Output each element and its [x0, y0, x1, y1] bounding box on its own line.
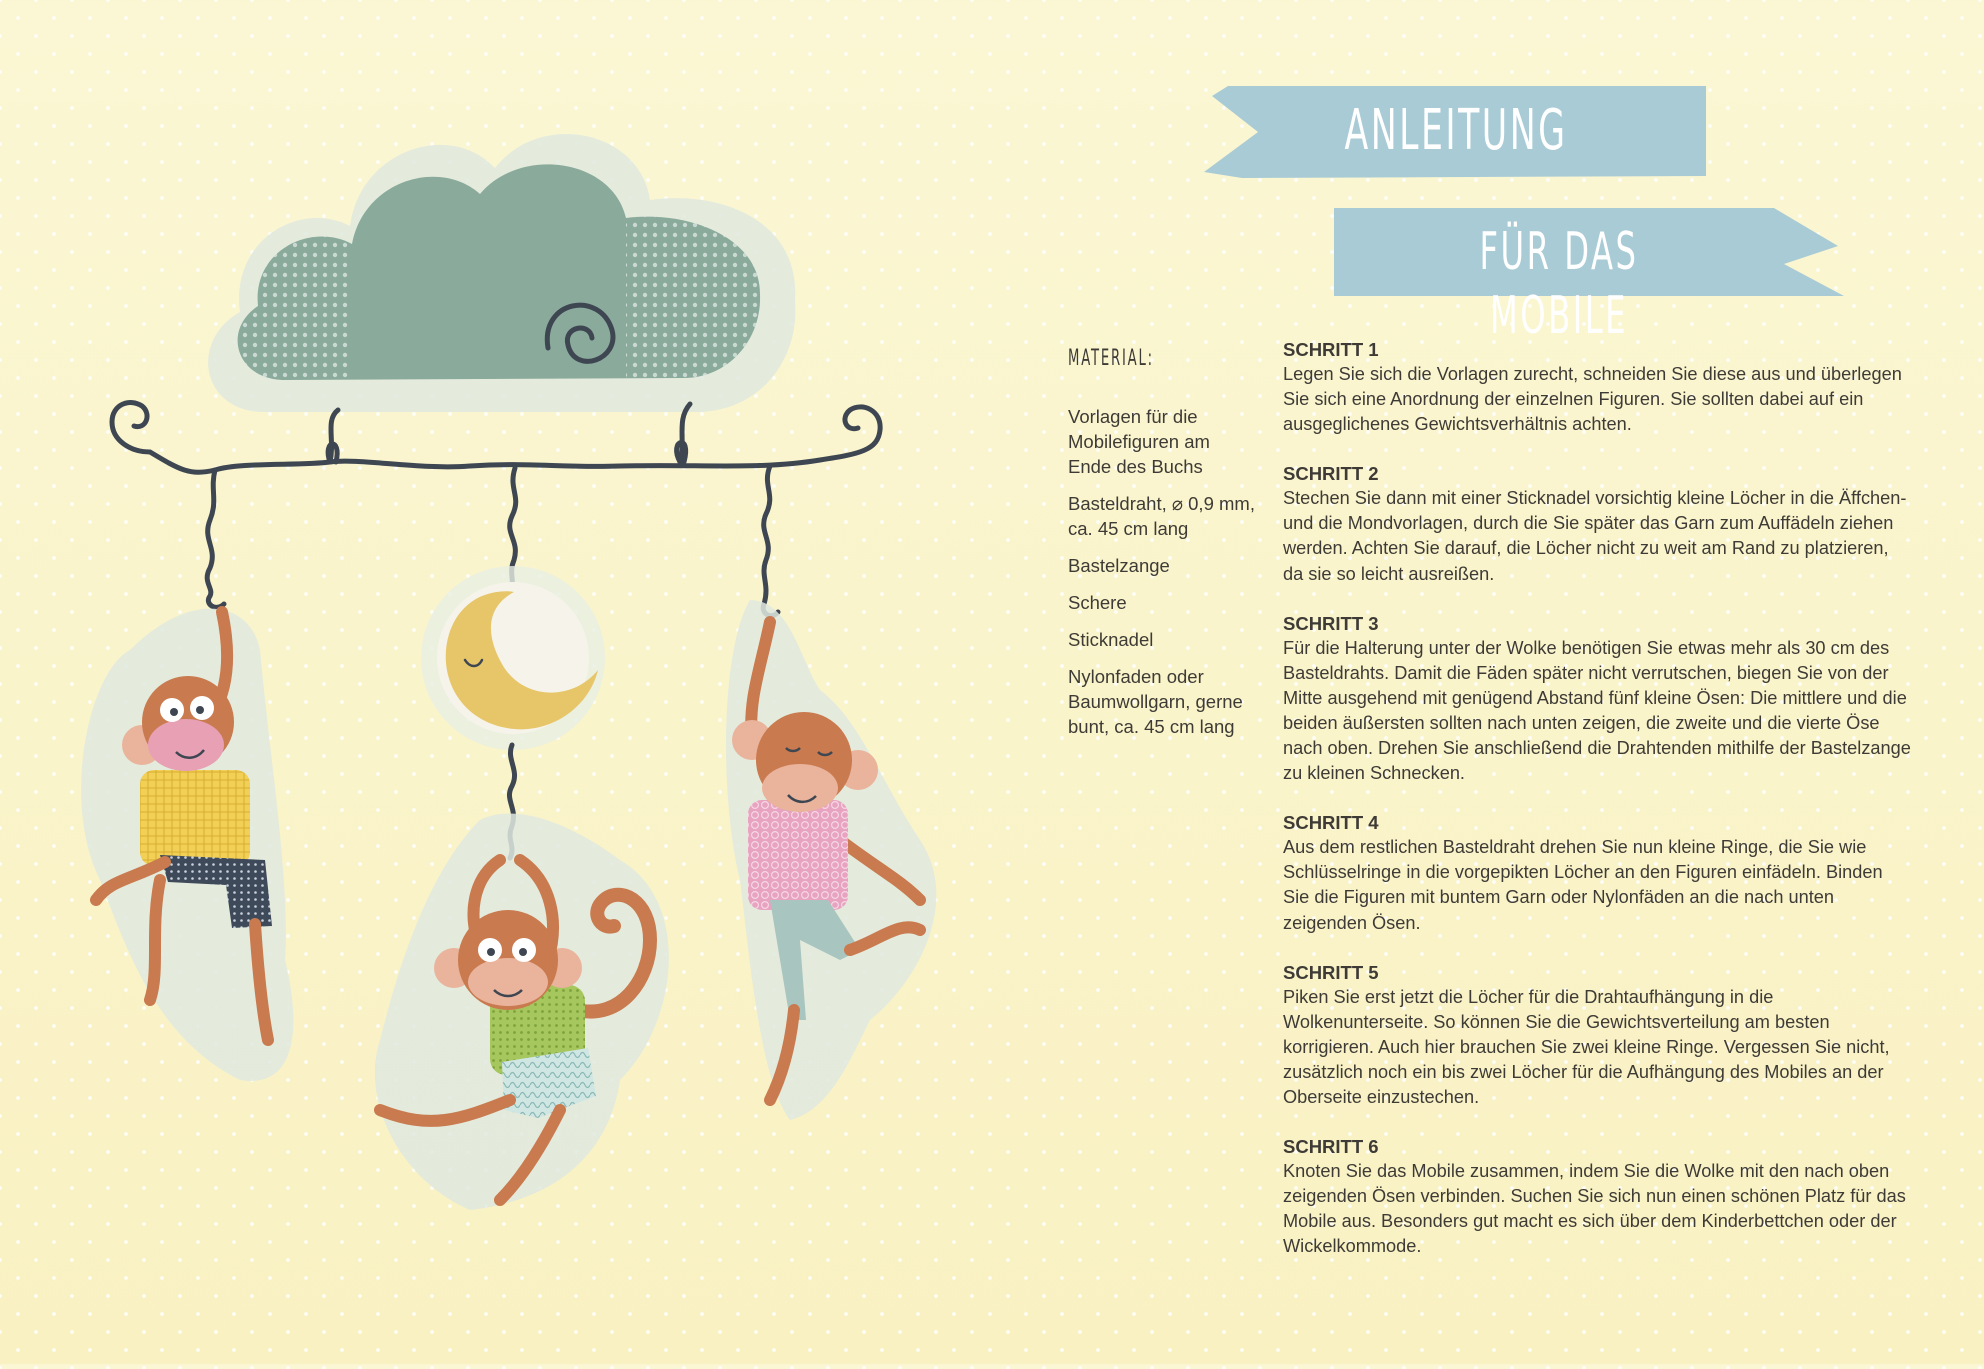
step-text: Knoten Sie das Mobile zusammen, indem Sie die Wolke mit den nach oben zeigenden Ösen verbinden. Suchen Sie sich nun einen schönen Platz für das Mobile aus. Besonders gut macht es sich über dem Kinderbettchen oder der Wickelkommode. — [1283, 1161, 1906, 1257]
step-text: Aus dem restlichen Basteldraht drehen Sie nun kleine Ringe, die Sie wie Schlüsselringe in die vorgepikten Löcher an den Figuren einfädeln. Binden Sie die Figuren mit buntem Garn oder Nylonfäden an die nach unten zeigenden Ösen. — [1283, 837, 1883, 933]
monkey-pink-shirt — [726, 600, 936, 1120]
step-text: Für die Halterung unter der Wolke benötigen Sie etwas mehr als 30 cm des Basteldrahts. Damit die Fäden später nicht verrutschen, biegen Sie von der Mitte ausgehend mit genügend Abstand fünf kleine Ösen: Die mittlere und die beiden äußersten sollten nach unten zeigen, die zweite und die vierte Öse nach oben. Drehen Sie anschließend die Drahtenden mithilfe der Bastelzange zu kleinen Schnecken. — [1283, 637, 1911, 784]
step-text: Piken Sie erst jetzt die Löcher für die Drahtaufhängung in die Wolkenunterseite. So können Sie die Gewichtsverteilung am besten korrigieren. Auch hier brauchen Sie zwei kleine Ringe. Vergessen Sie nicht, zusätzlich noch ein bis zwei Löcher für die Aufhängung des Mobiles an der Oberseite einzustechen. — [1283, 986, 1890, 1107]
step-4 — [1283, 810, 1913, 935]
material-item: Nylonfaden oder Baumwollgarn, gerne bunt, ca. 45 cm lang — [1068, 666, 1243, 737]
step-title: SCHRITT 4 — [1283, 812, 1379, 834]
material-item: Schere — [1068, 592, 1127, 613]
material-heading: MATERIAL: — [1068, 346, 1154, 371]
step-1 — [1283, 337, 1913, 437]
material-item: Sticknadel — [1068, 629, 1154, 650]
step-title: SCHRITT 3 — [1283, 612, 1379, 634]
material-item: Basteldraht, ⌀ 0,9 mm, ca. 45 cm lang — [1068, 493, 1255, 539]
monkey-yellow-shirt — [81, 609, 293, 1081]
step-title: SCHRITT 6 — [1283, 1136, 1379, 1158]
step-text: Legen Sie sich die Vorlagen zurecht, schneiden Sie diese aus und überlegen Sie sich eine Anordnung der einzelnen Figuren. Sie sollten dabei auf ein ausgeglichenes Gewichtsverhältnis achten. — [1283, 364, 1902, 435]
step-5 — [1283, 960, 1913, 1110]
step-2 — [1283, 461, 1913, 586]
instruction-steps — [1283, 337, 1913, 1283]
step-text: Stechen Sie dann mit einer Sticknadel vorsichtig kleine Löcher in die Äffchen- und die Mondvorlagen, durch die Sie später das Garn zum Auffädeln ziehen werden. Achten Sie darauf, die Löcher nicht zu weit am Rand zu platzieren, da sie so leicht ausreißen. — [1283, 488, 1907, 584]
step-3 — [1283, 611, 1913, 787]
step-title: SCHRITT 5 — [1283, 961, 1379, 983]
cloud-icon — [208, 134, 795, 412]
step-title: SCHRITT 1 — [1283, 339, 1379, 360]
title-banner-top — [1204, 84, 1708, 180]
title-banner-bottom — [1334, 206, 1844, 346]
material-item: Bastelzange — [1068, 555, 1170, 576]
material-item: Vorlagen für die Mobilefiguren am Ende des Buchs — [1068, 406, 1210, 477]
material-list — [1068, 344, 1258, 751]
step-title: SCHRITT 2 — [1283, 463, 1379, 485]
banner-title-line1: ANLEITUNG — [1344, 98, 1568, 163]
monkey-green-shirt — [375, 814, 669, 1210]
step-6 — [1283, 1134, 1913, 1259]
banner-title-line2: FÜR DAS MOBILE — [1479, 222, 1639, 346]
